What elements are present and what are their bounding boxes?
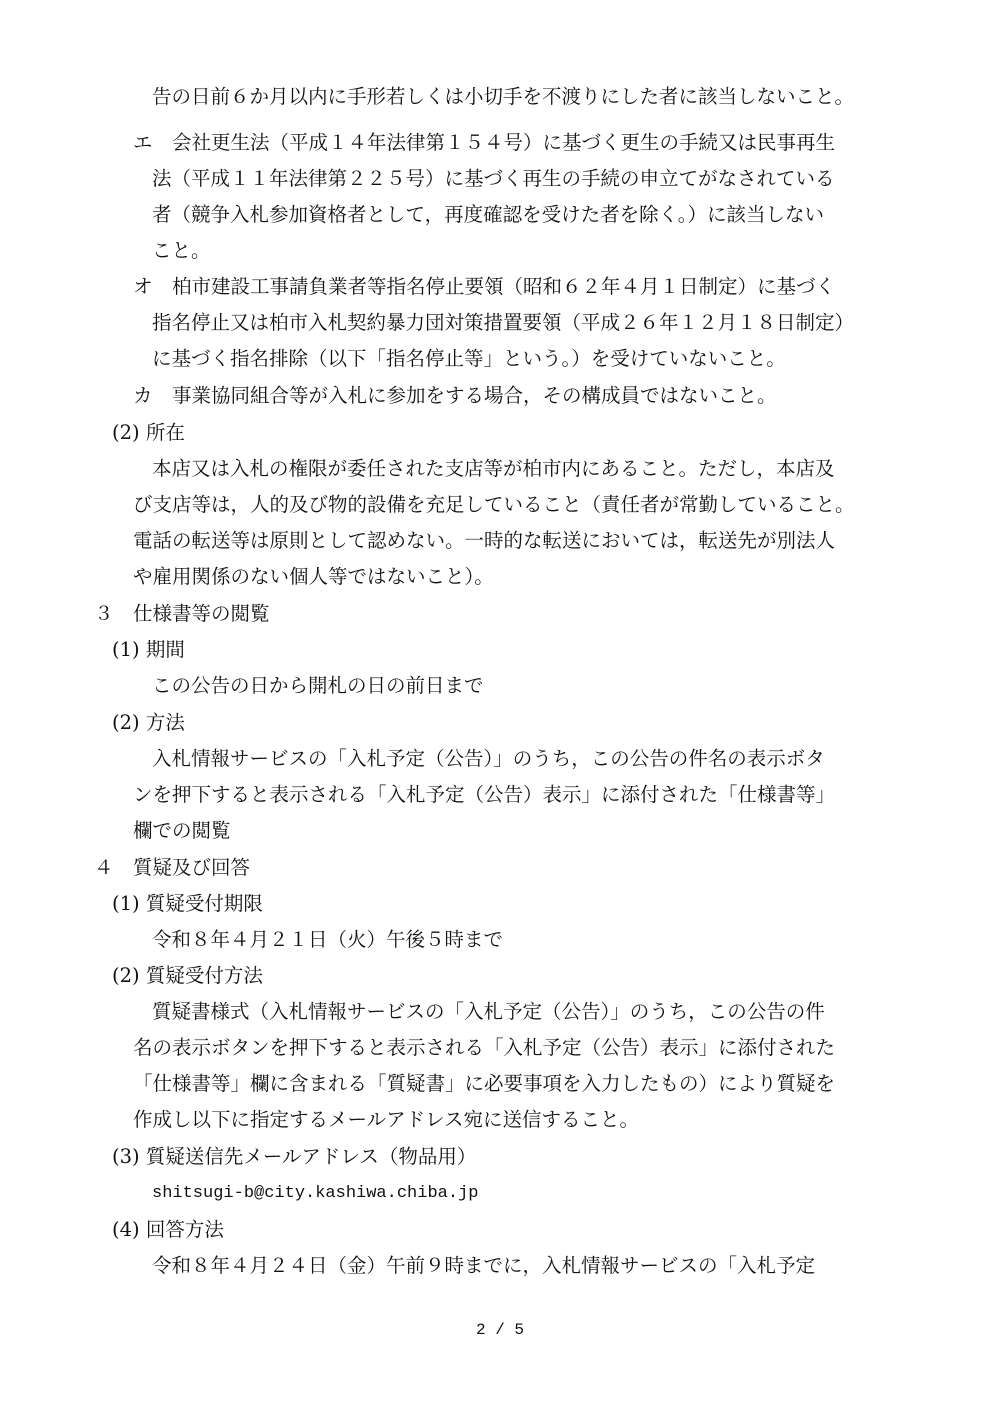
text-line: 令和８年４月２１日（火）午後５時まで xyxy=(152,928,504,951)
section-heading: ４ 質疑及び回答 xyxy=(94,856,251,879)
text-line: この公告の日から開札の日の前日まで xyxy=(152,674,484,697)
text-line: エ 会社更生法（平成１４年法律第１５４号）に基づく更生の手続又は民事再生 xyxy=(133,131,836,154)
text-line: (1) 質疑受付期限 xyxy=(112,892,263,915)
text-line: オ 柏市建設工事請負業者等指名停止要領（昭和６２年４月１日制定）に基づく xyxy=(133,275,836,298)
text-line: 「仕様書等」欄に含まれる「質疑書」に必要事項を入力したもの）により質疑を xyxy=(133,1072,836,1095)
text-line: (2) 所在 xyxy=(112,421,185,444)
text-line: び支店等は，人的及び物的設備を充足していること（責任者が常勤していること。 xyxy=(133,493,855,516)
text-line: 欄での閲覧 xyxy=(133,819,231,842)
text-line: こと。 xyxy=(152,239,211,262)
email-address: shitsugi-b@city.kashiwa.chiba.jp xyxy=(152,1184,479,1203)
text-line: (2) 方法 xyxy=(112,711,185,734)
section-heading: ３ 仕様書等の閲覧 xyxy=(94,602,270,625)
text-line: や雇用関係のない個人等ではないこと）。 xyxy=(133,565,494,588)
text-line: 令和８年４月２４日（金）午前９時までに，入札情報サービスの「入札予定 xyxy=(152,1254,816,1277)
text-line: 電話の転送等は原則として認めない。一時的な転送においては，転送先が別法人 xyxy=(133,529,836,552)
text-line: 法（平成１１年法律第２２５号）に基づく再生の手続の申立てがなされている xyxy=(152,167,835,190)
page-number: 2 / 5 xyxy=(475,1321,524,1339)
text-line: 者（競争入札参加資格者として，再度確認を受けた者を除く。）に該当しない xyxy=(152,203,824,226)
text-line: ンを押下すると表示される「入札予定（公告）表示」に添付された「仕様書等」 xyxy=(133,783,836,806)
text-line: 質疑書様式（入札情報サービスの「入札予定（公告）」のうち，この公告の件 xyxy=(152,1000,825,1023)
text-line: 告の日前６か月以内に手形若しくは小切手を不渡りにした者に該当しないこと。 xyxy=(152,85,855,108)
text-line: (2) 質疑受付方法 xyxy=(112,964,263,987)
text-line: に基づく指名排除（以下「指名停止等」という。）を受けていないこと。 xyxy=(152,347,786,370)
text-line: (1) 期間 xyxy=(112,638,185,661)
text-line: カ 事業協同組合等が入札に参加をする場合，その構成員ではないこと。 xyxy=(133,384,777,407)
text-line: (4) 回答方法 xyxy=(112,1218,224,1241)
text-line: 指名停止又は柏市入札契約暴力団対策措置要領（平成２６年１２月１８日制定） xyxy=(152,311,855,334)
text-line: (3) 質疑送信先メールアドレス（物品用） xyxy=(112,1145,477,1168)
text-line: 本店又は入札の権限が委任された支店等が柏市内にあること。ただし，本店及 xyxy=(152,457,835,480)
text-line: 入札情報サービスの「入札予定（公告）」のうち，この公告の件名の表示ボタ xyxy=(152,747,825,770)
text-line: 作成し以下に指定するメールアドレス宛に送信すること。 xyxy=(133,1108,640,1131)
text-line: 名の表示ボタンを押下すると表示される「入札予定（公告）表示」に添付された xyxy=(133,1036,836,1059)
